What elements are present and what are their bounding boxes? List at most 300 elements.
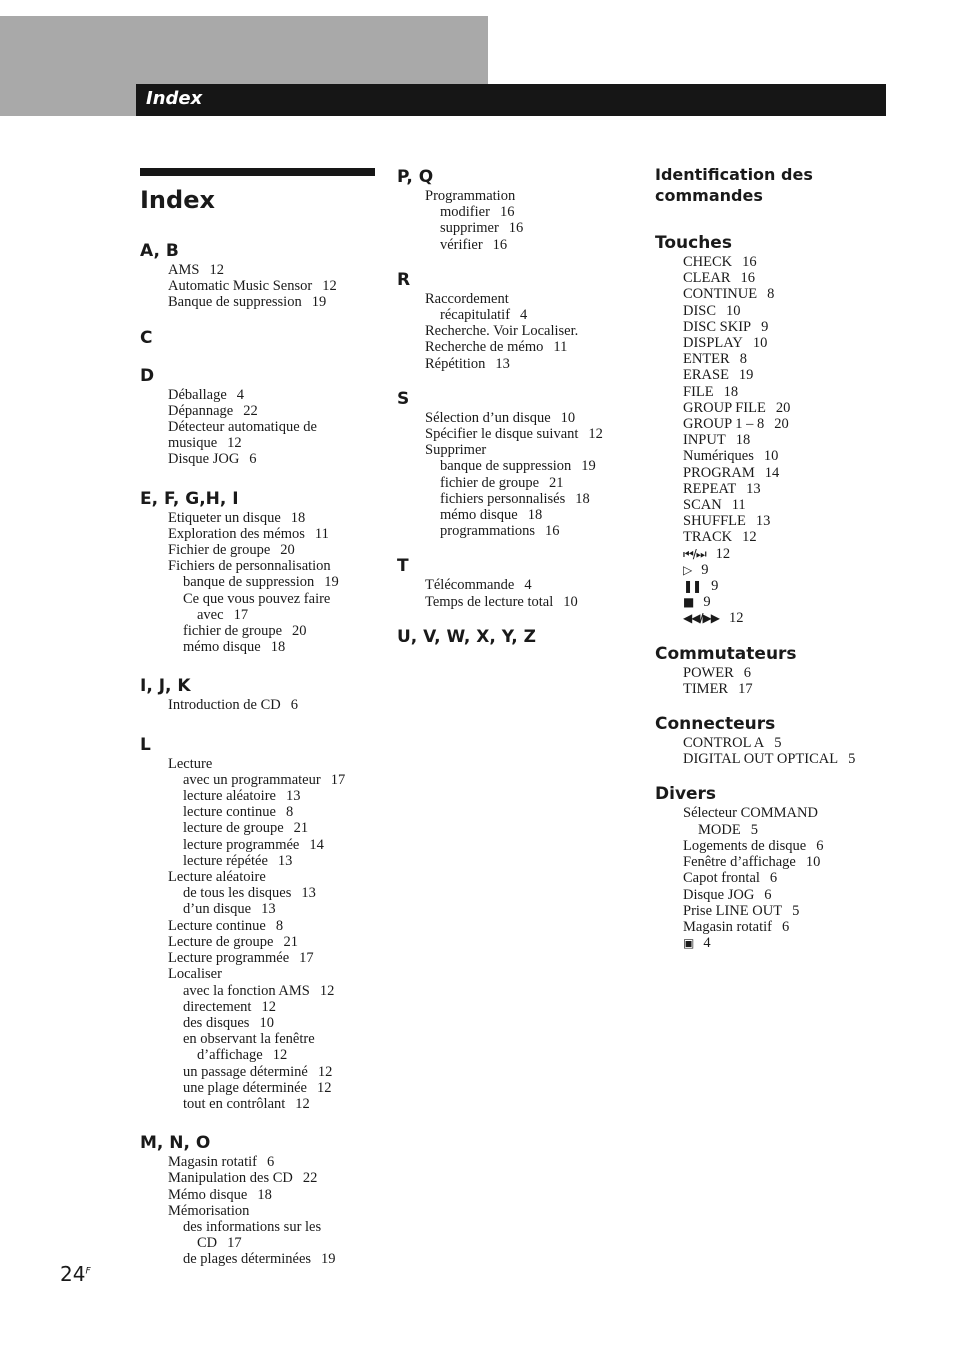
index-entry-text: DIGITAL OUT OPTICAL	[683, 751, 839, 768]
index-entry	[140, 950, 376, 966]
index-entry	[140, 1047, 376, 1063]
index-entry	[397, 426, 633, 442]
index-entry-list	[140, 510, 376, 656]
index-entry-page: 18	[575, 490, 590, 507]
index-entry-page: 20	[280, 542, 295, 559]
index-entry-page: 10	[259, 1014, 274, 1031]
index-entry-text: lecture répétée	[183, 852, 268, 869]
index-entry-text: Fichier de groupe	[168, 542, 271, 559]
index-section	[397, 388, 633, 540]
index-entry-text: POWER	[683, 664, 734, 681]
index-entry-text: CONTINUE	[683, 286, 758, 303]
index-entry	[397, 577, 633, 593]
index-entry	[140, 901, 376, 917]
index-entry-page: 19	[581, 458, 596, 475]
index-section	[655, 713, 915, 767]
index-entry-page: 20	[774, 416, 789, 433]
index-entry-list	[397, 410, 633, 540]
index-entry-text: ERASE	[683, 367, 729, 384]
index-entry-page: 16	[545, 523, 560, 540]
index-entry-list	[140, 756, 376, 1112]
index-entry-text: Sélection d’un disque	[425, 409, 551, 426]
index-entry-text: un passage déterminé	[183, 1063, 308, 1080]
index-entry-page: 4	[703, 935, 711, 952]
index-entry	[655, 751, 915, 767]
index-entry-page: 12	[227, 435, 242, 452]
section-heading: S	[397, 388, 410, 409]
index-entry-text: Lecture	[168, 755, 213, 772]
index-entry-text: Logements de disque	[683, 837, 807, 854]
section-heading: R	[397, 269, 411, 290]
section-heading: M, N, O	[140, 1133, 211, 1154]
index-entry	[140, 574, 376, 590]
index-entry-page: 6	[816, 837, 824, 854]
index-entry-text: Introduction de CD	[168, 697, 281, 714]
index-entry	[140, 278, 376, 294]
index-entry-text: DISC SKIP	[683, 318, 752, 335]
index-entry-list	[397, 188, 633, 253]
index-entry-list	[397, 577, 633, 609]
index-entry-page: 9	[711, 578, 719, 595]
index-entry	[140, 1154, 376, 1170]
index-entry-text: CLEAR	[683, 270, 731, 287]
index-entry	[655, 546, 915, 562]
index-entry	[397, 307, 633, 323]
index-entry-page: 8	[286, 804, 294, 821]
index-entry-page: 11	[553, 339, 568, 356]
index-entry-list	[140, 387, 376, 468]
index-section	[140, 488, 376, 656]
index-entry-list	[655, 735, 915, 767]
index-entry-page: 6	[782, 918, 790, 935]
index-entry	[140, 1251, 376, 1267]
index-entry-page: 10	[763, 448, 779, 465]
button-symbol-icon: ◀◀/▶▶	[683, 611, 719, 626]
index-entry-text: vérifier	[440, 236, 483, 253]
col2-sections	[397, 166, 633, 648]
index-entry	[140, 885, 376, 901]
index-entry	[140, 869, 376, 885]
button-symbol-icon: ▣	[683, 936, 694, 951]
button-symbol-icon: ❚❚	[683, 579, 702, 594]
index-entry	[140, 435, 376, 451]
index-entry-page: 21	[283, 933, 298, 950]
index-entry	[140, 1080, 376, 1096]
index-entry	[140, 853, 376, 869]
index-entry-page: 9	[761, 318, 769, 335]
index-entry-text: Capot frontal	[683, 870, 760, 887]
index-entry-text: tout en contrôlant	[183, 1095, 286, 1112]
index-entry-page: 4	[524, 577, 532, 594]
index-entry-text: Lecture programmée	[168, 950, 290, 967]
index-entry-text: Temps de lecture total	[425, 593, 554, 610]
index-entry-list	[397, 291, 633, 372]
index-entry-text: une plage déterminée	[183, 1079, 307, 1096]
index-entry-page: 6	[249, 451, 257, 468]
index-entry	[140, 1031, 376, 1047]
index-entry-page: 18	[723, 383, 739, 400]
index-entry-text: ENTER	[683, 351, 730, 368]
index-entry-text: en observant la fenêtre	[183, 1031, 315, 1048]
index-entry-page: 10	[752, 335, 768, 352]
index-entry-text: Lecture de groupe	[168, 933, 274, 950]
index-entry-text: FILE	[683, 383, 714, 400]
index-entry	[140, 788, 376, 804]
index-entry-text: Répétition	[425, 355, 486, 372]
index-entry-text: SHUFFLE	[683, 513, 746, 530]
section-heading: Commutateurs	[655, 643, 797, 664]
index-entry-text: banque de suppression	[440, 458, 572, 475]
index-entry-page: 17	[738, 680, 753, 697]
index-entry	[655, 286, 915, 302]
section-heading: Connecteurs	[655, 714, 776, 735]
index-entry-text: Numériques	[683, 448, 754, 465]
index-entry-page: 19	[738, 367, 754, 384]
index-entry	[655, 838, 915, 854]
section-heading: Touches	[655, 233, 732, 253]
index-entry-page: 13	[755, 513, 771, 530]
index-entry-text: de plages déterminées	[183, 1251, 312, 1268]
index-entry-text: AMS	[168, 262, 200, 278]
button-symbol-icon: ⏮/⏭	[683, 546, 706, 561]
index-entry-page: 19	[311, 294, 327, 311]
index-entry	[655, 562, 915, 578]
index-entry-text: récapitulatif	[440, 307, 511, 324]
index-entry-text: Détecteur automatique de	[168, 419, 317, 436]
index-entry-page: 22	[302, 1170, 318, 1187]
index-entry-text: CHECK	[683, 254, 733, 270]
index-entry	[655, 303, 915, 319]
header-title: Index	[146, 88, 203, 109]
index-entry-text: Raccordement	[425, 290, 509, 307]
index-entry-text: REPEAT	[683, 480, 737, 497]
index-entry-text: Manipulation des CD	[168, 1170, 293, 1187]
index-entry	[140, 804, 376, 820]
index-entry-page: 13	[495, 355, 510, 372]
index-entry-text: PROGRAM	[683, 464, 755, 481]
page-number-value: 24	[60, 1262, 86, 1286]
index-entry-page: 22	[243, 402, 258, 419]
index-entry	[655, 367, 915, 383]
index-entry	[655, 270, 915, 286]
index-entry	[397, 594, 633, 610]
index-entry-text: Supprimer	[425, 442, 487, 459]
index-entry-page: 20	[775, 399, 791, 416]
index-entry-text: Sélecteur COMMAND	[683, 805, 818, 822]
index-entry-page: 5	[750, 821, 758, 838]
index-entry	[397, 220, 633, 236]
index-entry-page: 12	[588, 426, 603, 443]
index-entry-text: GROUP 1 – 8	[683, 416, 765, 433]
index-entry-page: 17	[330, 771, 346, 788]
index-entry	[655, 351, 915, 367]
index-entry-text: Fichiers de personnalisation	[168, 558, 331, 575]
index-entry-page: 16	[742, 254, 757, 270]
index-entry-page: 5	[848, 751, 856, 768]
index-entry-page: 12	[209, 262, 224, 278]
index-entry	[655, 384, 915, 400]
index-entry	[140, 294, 376, 310]
index-entry	[655, 254, 915, 270]
index-entry	[655, 416, 915, 432]
index-entry	[140, 1235, 376, 1251]
index-entry-page: 12	[272, 1047, 288, 1064]
index-entry-text: Spécifier le disque suivant	[425, 426, 579, 443]
index-entry	[655, 481, 915, 497]
index-entry-page: 14	[309, 836, 324, 853]
index-entry	[140, 403, 376, 419]
index-entry	[655, 887, 915, 903]
index-section	[397, 555, 633, 609]
index-entry	[655, 529, 915, 545]
index-entry-page: 17	[227, 1235, 242, 1252]
index-entry-list	[655, 805, 915, 951]
index-entry-text: Banque de suppression	[168, 294, 302, 311]
index-entry	[140, 639, 376, 655]
index-entry	[140, 1064, 376, 1080]
index-entry-list	[140, 262, 376, 311]
index-entry-list	[655, 254, 915, 627]
index-entry	[655, 448, 915, 464]
index-entry-text: avec	[197, 606, 224, 623]
index-entry	[140, 558, 376, 574]
index-entry-page: 12	[317, 1079, 332, 1096]
index-entry	[655, 432, 915, 448]
index-entry	[140, 983, 376, 999]
index-section	[140, 365, 376, 468]
index-entry-text: MODE	[698, 821, 741, 838]
index-entry-text: d’affichage	[197, 1047, 263, 1064]
index-entry-page: 17	[233, 606, 249, 623]
index-entry-text: Programmation	[425, 188, 516, 204]
index-entry	[655, 335, 915, 351]
col3-sections	[655, 232, 915, 951]
index-entry-page: 13	[277, 852, 293, 869]
index-entry-text: Mémo disque	[168, 1186, 248, 1203]
index-entry	[397, 523, 633, 539]
index-entry	[655, 735, 915, 751]
index-section	[140, 240, 376, 311]
section-heading: A, B	[140, 241, 179, 261]
index-entry-page: 18	[257, 1186, 272, 1203]
index-entry-text: lecture aléatoire	[183, 788, 276, 805]
index-entry-page: 12	[715, 545, 731, 562]
index-entry-page: 6	[267, 1154, 275, 1171]
index-entry	[397, 491, 633, 507]
section-heading: P, Q	[397, 167, 434, 187]
index-entry	[397, 356, 633, 372]
index-entry-page: 13	[301, 885, 316, 902]
index-section	[140, 1132, 376, 1267]
index-entry-text: Fenêtre d’affichage	[683, 854, 796, 871]
index-entry	[655, 854, 915, 870]
index-entry-text: lecture continue	[183, 804, 276, 821]
index-entry-text: Lecture aléatoire	[168, 869, 266, 886]
index-entry	[140, 451, 376, 467]
index-section	[655, 783, 915, 951]
index-entry-text: CONTROL A	[683, 735, 765, 752]
index-entry	[655, 610, 915, 626]
index-entry-page: 6	[290, 697, 299, 714]
index-entry-text: d’un disque	[183, 901, 252, 918]
index-entry	[655, 594, 915, 610]
index-section	[397, 166, 633, 253]
index-entry-page: 10	[726, 302, 741, 319]
index-entry-page: 4	[236, 386, 245, 403]
button-symbol-icon: ■	[683, 595, 694, 610]
index-entry-text: Lecture continue	[168, 917, 266, 934]
index-entry-text: fichier de groupe	[440, 474, 540, 491]
index-entry-text: lecture de groupe	[183, 820, 284, 837]
index-entry	[655, 919, 915, 935]
index-section	[397, 269, 633, 372]
index-entry	[140, 623, 376, 639]
section-heading: I, J, K	[140, 676, 191, 697]
index-entry-text: modifier	[440, 204, 490, 221]
page-number-suffix: F	[85, 1266, 91, 1277]
index-entry	[655, 805, 915, 821]
index-entry-page: 18	[527, 507, 543, 524]
index-entry	[140, 387, 376, 403]
index-entry-page: 19	[321, 1251, 336, 1268]
index-entry-list	[655, 665, 915, 697]
index-entry	[140, 1219, 376, 1235]
index-entry-page: 9	[701, 561, 709, 578]
index-entry	[140, 510, 376, 526]
index-entry-text: Mémorisation	[168, 1202, 250, 1219]
page-number	[60, 1262, 91, 1286]
header-bar	[136, 84, 886, 116]
index-entry-text: musique	[168, 435, 218, 452]
index-entry-list	[140, 1154, 376, 1267]
index-entry	[655, 319, 915, 335]
index-entry-text: DISPLAY	[683, 335, 743, 352]
index-section	[397, 626, 633, 648]
index-entry-page: 10	[805, 854, 821, 871]
index-section	[140, 734, 376, 1112]
index-entry	[397, 188, 633, 204]
index-entry	[140, 607, 376, 623]
index-entry	[140, 526, 376, 542]
index-entry-text: fichier de groupe	[183, 623, 283, 640]
index-entry	[397, 410, 633, 426]
index-entry-page: 8	[739, 351, 747, 368]
index-entry-page: 13	[261, 901, 276, 918]
index-entry	[655, 903, 915, 919]
index-entry-text: banque de suppression	[183, 574, 315, 591]
index-entry	[655, 822, 915, 838]
index-entry-page: 12	[742, 529, 757, 546]
index-entry-text: Recherche de mémo	[425, 339, 544, 356]
index-entry-text: Disque JOG	[683, 886, 755, 903]
index-entry	[140, 1015, 376, 1031]
index-entry	[397, 507, 633, 523]
section-heading: T	[397, 556, 409, 577]
index-entry-page: 11	[314, 525, 329, 542]
index-entry-text: directement	[183, 998, 252, 1015]
index-entry	[655, 465, 915, 481]
index-entry	[140, 1170, 376, 1186]
index-entry-text: Disque JOG	[168, 451, 240, 468]
index-entry	[397, 442, 633, 458]
index-entry-text: Localiser	[168, 966, 222, 983]
index-entry-text: INPUT	[683, 432, 726, 449]
index-entry	[655, 870, 915, 886]
index-entry-list	[140, 697, 376, 713]
index-entry	[397, 339, 633, 355]
index-entry-page: 6	[764, 886, 772, 903]
index-entry-text: Automatic Music Sensor	[168, 278, 313, 295]
index-entry-page: 17	[299, 950, 314, 967]
index-entry-text: Dépannage	[168, 402, 234, 419]
index-entry-page: 16	[499, 204, 515, 221]
index-entry-text: fichiers personnalisés	[440, 490, 566, 507]
index-entry	[140, 1096, 376, 1112]
index-entry-page: 6	[769, 870, 778, 887]
index-entry-page: 9	[703, 594, 711, 611]
index-entry-text: Télécommande	[425, 577, 515, 594]
index-entry-page: 12	[322, 278, 337, 295]
index-entry-page: 13	[285, 788, 301, 805]
index-column-1	[140, 168, 376, 1268]
index-entry	[140, 419, 376, 435]
index-entry-text: de tous les disques	[183, 885, 292, 902]
index-entry-text: supprimer	[440, 220, 499, 237]
index-entry	[655, 400, 915, 416]
index-entry-page: 12	[317, 1063, 333, 1080]
index-entry-text: avec un programmateur	[183, 771, 321, 788]
index-entry-page: 21	[293, 820, 309, 837]
index-entry	[655, 665, 915, 681]
section-heading: U, V, W, X, Y, Z	[397, 626, 536, 647]
section-heading: C	[140, 327, 153, 348]
index-entry-text: lecture programmée	[183, 836, 300, 853]
index-entry-text: mémo disque	[440, 507, 518, 524]
index-section	[655, 643, 915, 697]
index-entry-page: 8	[275, 917, 284, 934]
index-entry-text: TIMER	[683, 680, 729, 697]
index-entry-text: Déballage	[168, 386, 227, 403]
index-entry-page: 10	[560, 409, 576, 426]
index-entry	[140, 542, 376, 558]
index-section	[140, 327, 376, 349]
index-entry	[140, 262, 376, 278]
index-entry	[140, 756, 376, 772]
index-entry	[397, 323, 633, 339]
index-entry	[140, 820, 376, 836]
index-entry	[655, 513, 915, 529]
index-entry-page: 12	[728, 610, 744, 627]
index-entry-page: 12	[295, 1095, 310, 1112]
index-entry	[140, 1203, 376, 1219]
section-heading: L	[140, 734, 151, 755]
index-entry-page: 10	[563, 593, 578, 610]
index-entry-page: 18	[735, 432, 751, 449]
index-entry-page: 21	[549, 474, 564, 491]
index-entry	[397, 204, 633, 220]
index-entry-text: Etiqueter un disque	[168, 509, 281, 526]
index-entry-text: GROUP FILE	[683, 399, 766, 416]
index-entry	[397, 458, 633, 474]
index-entry-text: des informations sur les	[183, 1218, 322, 1235]
index-entry-page: 12	[319, 982, 335, 999]
index-entry	[140, 837, 376, 853]
index-entry	[140, 1187, 376, 1203]
index-entry	[140, 591, 376, 607]
index-entry-page: 14	[764, 464, 780, 481]
index-entry-page: 5	[774, 735, 782, 752]
index-entry-page: 6	[743, 664, 751, 681]
